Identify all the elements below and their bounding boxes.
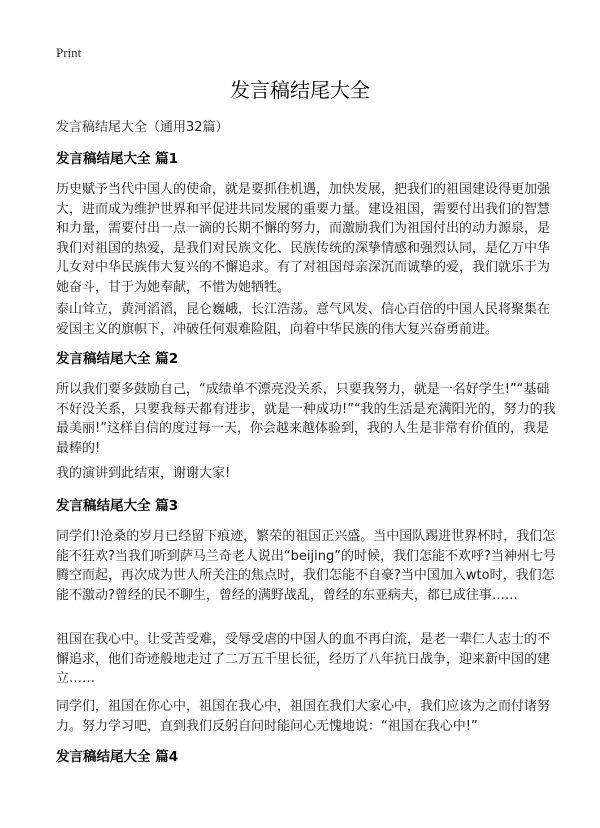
document-subtitle: 发言稿结尾大全（通用32篇）: [56, 120, 229, 135]
section-2-paragraph-1: 所以我们要多鼓励自己，“成绩单不漂亮没关系，只要我努力，就是一名好学生!”“基础不好没关系，只要我每天都有进步，就是一种成功!”“我的生活是充满阳光的，努力的我最美丽!”这样自信的度过每一天，你会越来越体验到，我的人生是非常有价值的，我是最棒的!: [56, 382, 556, 456]
section-heading-3: 发言稿结尾大全 篇3: [56, 498, 179, 514]
print-link[interactable]: Print: [56, 45, 82, 60]
section-heading-4: 发言稿结尾大全 篇4: [56, 749, 179, 765]
section-1-paragraph-2: 泰山耸立，黄河滔滔，昆仑巍峨，长江浩荡。意气风发、信心百倍的中国人民将聚集在爱国主义的旗帜下，冲破任何艰难险阻，向着中华民族的伟大复兴奋勇前进。: [56, 302, 551, 337]
section-3-paragraph-1: 同学们!沧桑的岁月已经留下痕迹，繁荣的祖国正兴盛。当中国队踢进世界杯时，我们怎能不狂欢?当我们听到萨马兰奇老人说出“beijing”的时候，我们怎能不欢呼?当神州七号腾空而起，再次成为世人所关注的焦点时，我们怎能不自豪?当中国加入wto时，我们怎能不激动?曾经的民不聊生，曾经的满野战乱，曾经的东亚病夫，都已成往事……: [56, 529, 556, 603]
section-1-paragraph-1: 历史赋予当代中国人的使命，就是要抓住机遇，加快发展，把我们的祖国建设得更加强大，进而成为维护世界和平促进共同发展的重要力量。建设祖国，需要付出我们的智慧和力量，需要付出一点一滴的长期不懈的努力，而激励我们为祖国付出的动力源泉，是我们对祖国的热爱，是我们对民族文化、民族传统的深挚情感和强烈认同，是亿万中华儿女对中华民族伟大复兴的不懈追求。有了对祖国母亲深沉而诚挚的爱，我们就乐于为她奋斗，甘于为她奉献，不惜为她牺牲。: [56, 182, 551, 295]
page-title: 发言稿结尾大全: [230, 78, 370, 102]
section-2-paragraph-2: 我的演讲到此结束，谢谢大家!: [56, 466, 231, 481]
section-heading-1: 发言稿结尾大全 篇1: [56, 151, 179, 167]
section-3-paragraph-2: 祖国在我心中。让受苦受难，受辱受虐的中国人的血不再白流，是老一辈仁人志士的不懈追求，他们奇迹般地走过了二万五千里长征，经历了八年抗日战争，迎来新中国的建立……: [56, 632, 551, 687]
section-heading-2: 发言稿结尾大全 篇2: [56, 351, 179, 367]
section-3-paragraph-3: 同学们，祖国在你心中，祖国在我心中，祖国在我们大家心中，我们应该为之而付诸努力。努力学习吧，直到我们反躬自问时能问心无愧地说：“祖国在我心中!”: [56, 699, 551, 734]
